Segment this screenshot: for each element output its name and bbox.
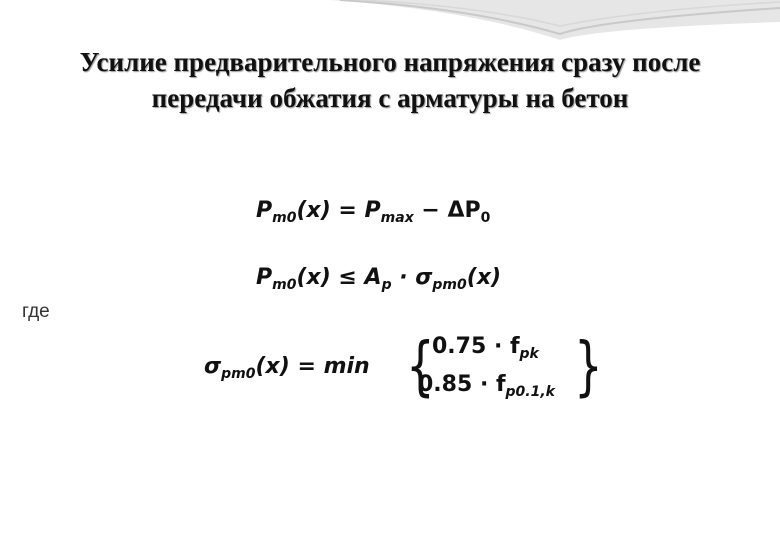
- where-label: где: [22, 301, 50, 322]
- subscript-pm0: pm0: [221, 366, 256, 382]
- symbol-p: P: [256, 265, 273, 290]
- right-brace: }: [574, 330, 603, 404]
- subscript-p: p: [381, 277, 392, 293]
- formula-pm0-limit: [256, 265, 501, 293]
- subscript-pm0: pm0: [432, 277, 467, 293]
- symbol-a: A: [364, 265, 382, 290]
- case-1-coefficient: 0.75 · f: [432, 334, 520, 359]
- left-brace: {: [406, 330, 435, 404]
- symbol-p: P: [364, 198, 381, 223]
- argument-x: (x) =: [255, 354, 324, 379]
- formula-pm0-definition: [256, 198, 490, 226]
- formula-sigma-lhs: [204, 354, 370, 382]
- case-1: [432, 334, 539, 362]
- min-function: min: [323, 354, 370, 379]
- slide-title-line-2: передачи обжатия с арматуры на бетон: [151, 83, 629, 113]
- case-2-coefficient: 0.85 · f: [418, 372, 506, 397]
- sigma-symbol: σ: [204, 354, 222, 379]
- argument-x: (x): [466, 265, 502, 290]
- argument-x: (x) ≤: [296, 265, 365, 290]
- symbol-p: P: [256, 198, 273, 223]
- argument-x: (x) =: [296, 198, 365, 223]
- subscript-pk: pk: [519, 346, 539, 362]
- subscript-m0: m0: [272, 277, 297, 293]
- subscript-0: 0: [480, 210, 491, 226]
- sigma-symbol: · σ: [391, 265, 433, 290]
- subscript-p01k: p0.1,k: [505, 384, 555, 400]
- slide-title-line-1: Усилие предварительного напряжения сразу после: [79, 47, 701, 77]
- slide-title: [0, 44, 780, 116]
- delta-p-term: − ΔP: [413, 198, 481, 223]
- case-2: [418, 372, 555, 400]
- subscript-m0: m0: [272, 210, 297, 226]
- subscript-max: max: [380, 210, 414, 226]
